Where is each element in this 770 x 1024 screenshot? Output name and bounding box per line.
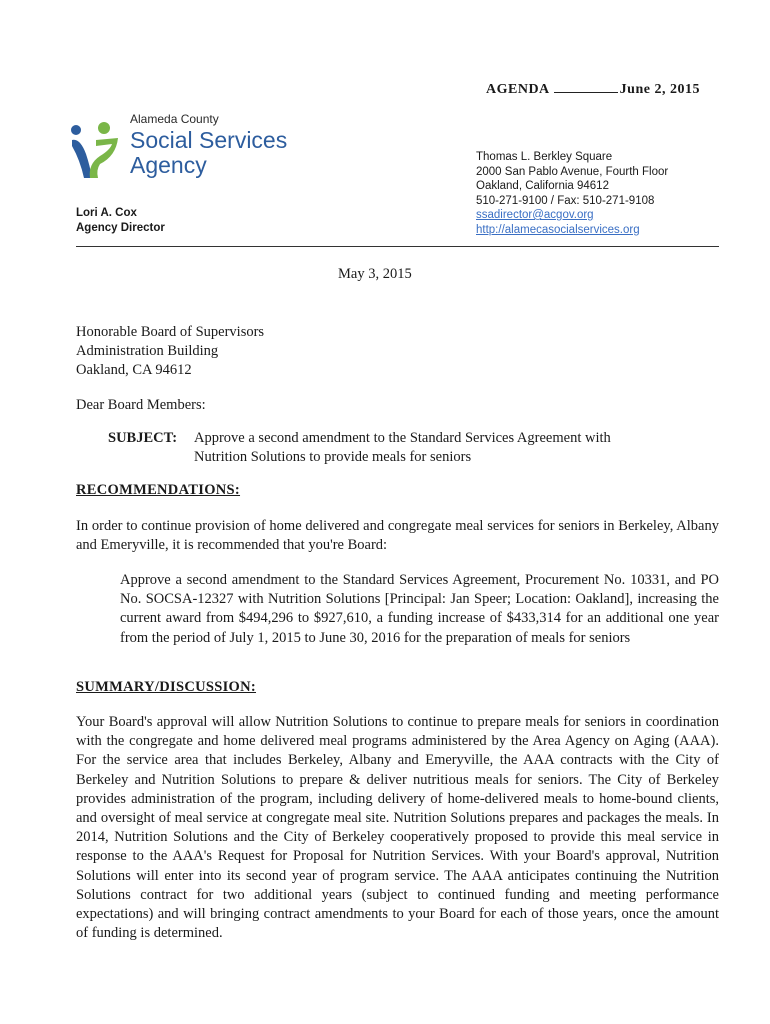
summary-heading: SUMMARY/DISCUSSION: (76, 679, 257, 695)
director-title: Agency Director (76, 222, 165, 234)
subject-label: SUBJECT: (108, 430, 178, 446)
subject-block (108, 429, 708, 467)
org-name-line2: Agency (130, 152, 207, 178)
org-name (130, 128, 287, 178)
summary-text: Your Board's approval will allow Nutrition Solutions to continue to prepare meals for seniors in coordination with the congregate and home delivered meal programs administered by the Area Agency on Aging (AAA). For the service area that includes Berkeley, Albany and Emeryville, the AAA contracts with the City of Berkeley and Nutrition Solutions to prepare & deliver nutritious meals for seniors. The City of Berkeley provides administration of the program, including delivery of home-delivered meals to home-bound clients, and oversight of meal service at congregate meal site. Nutrition Solutions prepares and packages the meals. In 2014, Nutrition Solutions and the City of Berkeley cooperatively proposed to provide this meal service in response to the AAA's Request for Proposal for Nutrition Services. With your Board's approval, Nutrition Solutions will enter into its second year of program service. The AAA anticipates continuing the Nutrition Solutions contract for two additional years (subject to continued funding and meeting performance expectations) and will bringing contract amendments to your Board for each of those years, once the amount of funding is determined. (76, 714, 719, 942)
agency-logo (70, 112, 310, 192)
director-block (76, 206, 165, 236)
contact-line2: 2000 San Pablo Avenue, Fourth Floor (476, 165, 669, 178)
recommendation-quote: Approve a second amendment to the Standard Services Agreement, Procurement No. 10331, and PO No. SOCSA-12327 with Nutrition Solutions [Principal: Jan Speer; Location: Oakland], increasing the current award from $494,296 to $927,610, a funding increase of $433,314 for an additional one year from the period of July 1, 2015 to June 30, 2016 for the preparation of meals for seniors (120, 572, 719, 646)
salutation: Dear Board Members: (76, 397, 206, 413)
subject-line2: Nutrition Solutions to provide meals for seniors (194, 449, 472, 465)
org-small-name: Alameda County (130, 112, 219, 126)
recommendations-heading: RECOMMENDATIONS: (76, 482, 241, 498)
agency-logo-icon (70, 120, 122, 182)
agenda-label: AGENDA (486, 82, 550, 97)
address-line: Honorable Board of Supervisors (76, 324, 265, 340)
address-line: Oakland, CA 94612 (76, 362, 192, 378)
org-name-line1: Social Services (130, 127, 288, 153)
contact-email-link[interactable]: ssadirector@acgov.org (476, 209, 594, 221)
agenda-line (486, 80, 700, 98)
director-name: Lori A. Cox (76, 207, 137, 219)
header-divider (76, 246, 719, 247)
contact-url-link[interactable]: http://alamecasocialservices.org (476, 223, 640, 236)
subject-line1: Approve a second amendment to the Standard Services Agreement with (194, 430, 611, 446)
contact-block (476, 150, 668, 237)
contact-line1: Thomas L. Berkley Square (476, 151, 613, 163)
agenda-date: June 2, 2015 (619, 82, 700, 97)
letter-date: May 3, 2015 (338, 266, 412, 282)
address-line: Administration Building (76, 343, 219, 359)
contact-line3: Oakland, California 94612 (476, 180, 609, 192)
recipient-address (76, 323, 264, 380)
contact-line4: 510-271-9100 / Fax: 510-271-9108 (476, 194, 655, 207)
recommendations-text: In order to continue provision of home delivered and congregate meal services for seniors in Berkeley, Albany and Emeryville, it is recommended that you're Board: (76, 518, 719, 554)
agenda-blank (554, 80, 618, 93)
